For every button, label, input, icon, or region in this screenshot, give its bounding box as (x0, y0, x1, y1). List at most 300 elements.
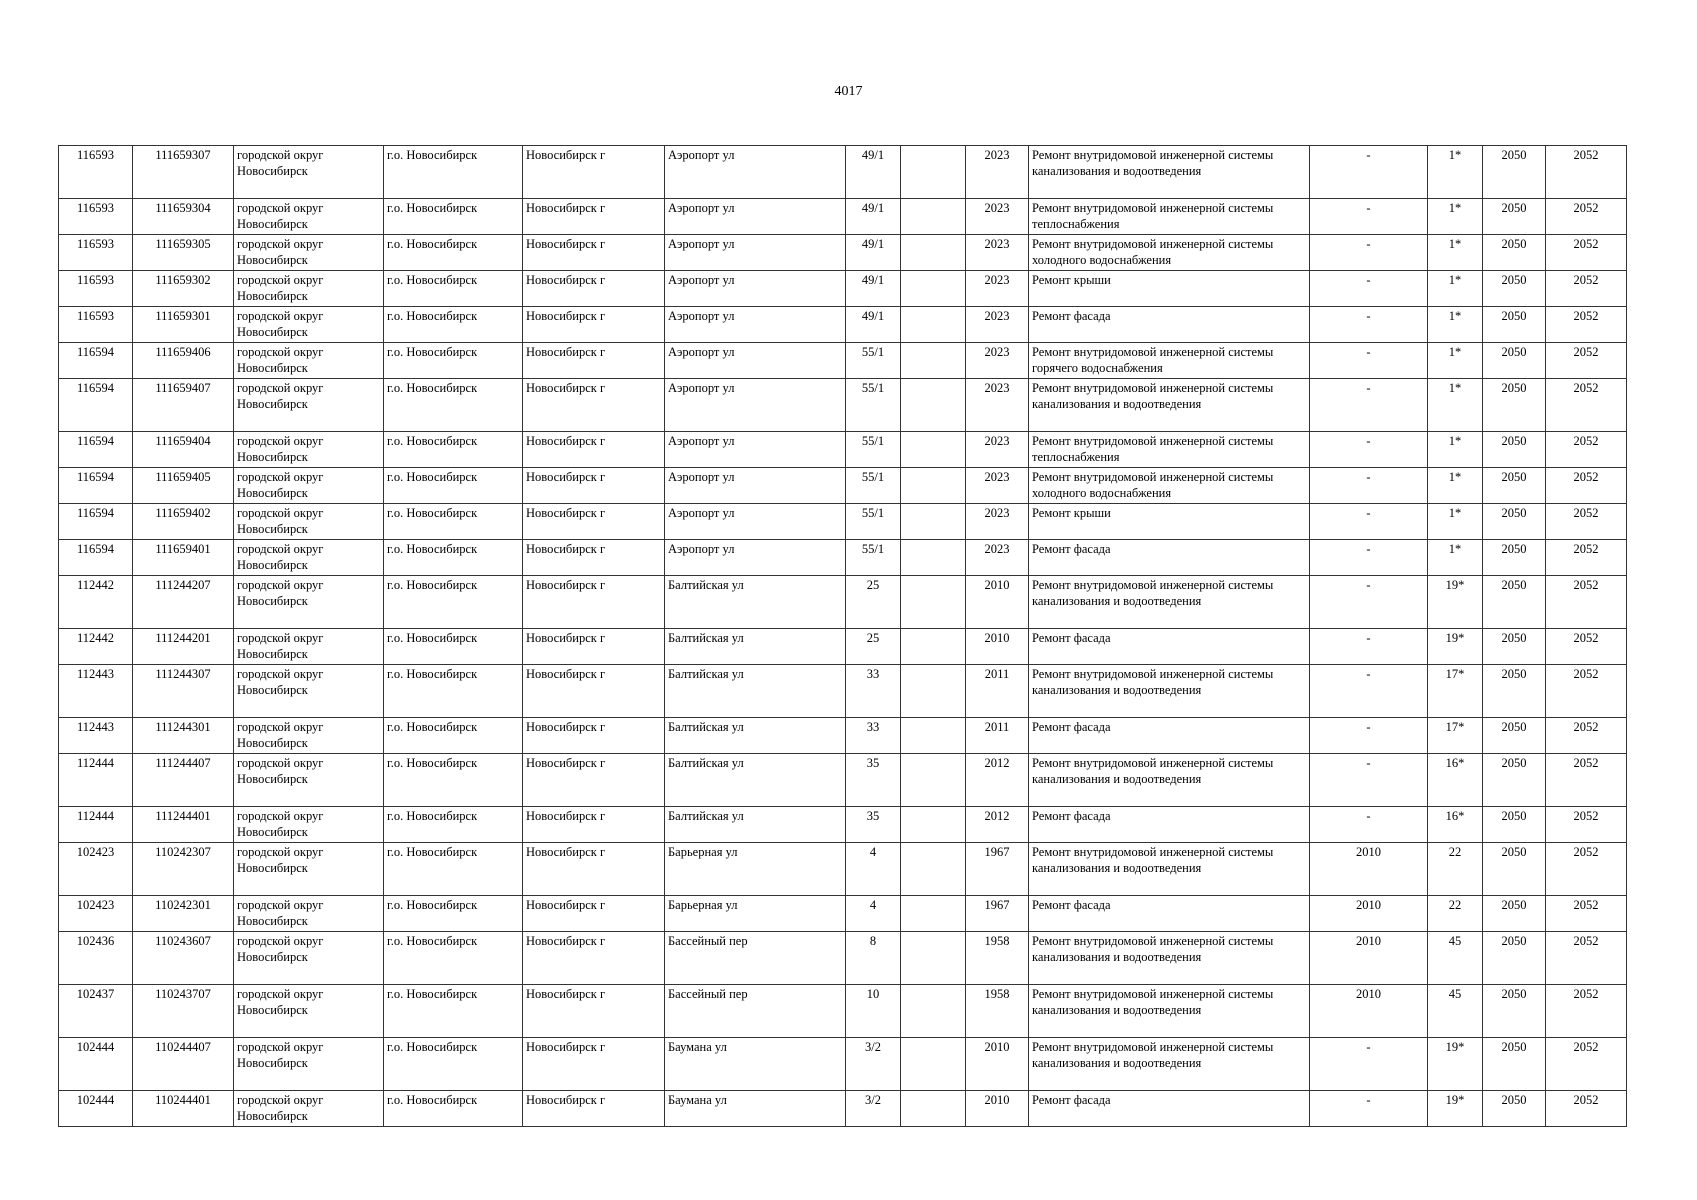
city-cell: Новосибирск г (523, 896, 665, 932)
planned-end-cell: 2052 (1546, 843, 1627, 896)
planned-end-cell: 2052 (1546, 235, 1627, 271)
city-cell: Новосибирск г (523, 1091, 665, 1127)
house-number-cell: 25 (846, 576, 901, 629)
building-cell (901, 235, 966, 271)
house-id-cell: 102444 (59, 1038, 133, 1091)
table-row (59, 807, 1627, 843)
work-code-cell: 110244401 (133, 1091, 234, 1127)
house-number-cell: 35 (846, 807, 901, 843)
wear-cell: 19* (1428, 1038, 1483, 1091)
planned-end-cell: 2052 (1546, 1038, 1627, 1091)
build-year-cell: 2023 (966, 432, 1029, 468)
planned-start-cell: 2050 (1483, 985, 1546, 1038)
house-number-cell: 49/1 (846, 199, 901, 235)
city-cell: Новосибирск г (523, 718, 665, 754)
house-number-cell: 49/1 (846, 235, 901, 271)
planned-end-cell: 2052 (1546, 468, 1627, 504)
build-year-cell: 2011 (966, 718, 1029, 754)
building-cell (901, 985, 966, 1038)
city-cell: Новосибирск г (523, 985, 665, 1038)
street-cell: Аэропорт ул (665, 271, 846, 307)
last-repair-year-cell: - (1310, 199, 1428, 235)
municipality-cell: г.о. Новосибирск (384, 896, 523, 932)
wear-cell: 16* (1428, 754, 1483, 807)
building-cell (901, 629, 966, 665)
planned-end-cell: 2052 (1546, 432, 1627, 468)
building-cell (901, 343, 966, 379)
build-year-cell: 1967 (966, 843, 1029, 896)
house-number-cell: 35 (846, 754, 901, 807)
table-body (59, 146, 1627, 1127)
build-year-cell: 2023 (966, 540, 1029, 576)
planned-start-cell: 2050 (1483, 665, 1546, 718)
planned-start-cell: 2050 (1483, 629, 1546, 665)
planned-start-cell: 2050 (1483, 199, 1546, 235)
work-code-cell: 111244207 (133, 576, 234, 629)
municipality-cell: г.о. Новосибирск (384, 754, 523, 807)
municipality-cell: г.о. Новосибирск (384, 307, 523, 343)
work-type-cell: Ремонт внутридомовой инженерной системы канализования и водоотведения (1029, 985, 1310, 1038)
building-cell (901, 843, 966, 896)
house-id-cell: 116593 (59, 271, 133, 307)
city-cell: Новосибирск г (523, 843, 665, 896)
build-year-cell: 2023 (966, 271, 1029, 307)
wear-cell: 17* (1428, 665, 1483, 718)
planned-end-cell: 2052 (1546, 718, 1627, 754)
table-row (59, 146, 1627, 199)
building-cell (901, 468, 966, 504)
house-id-cell: 116594 (59, 504, 133, 540)
work-type-cell: Ремонт внутридомовой инженерной системы теплоснабжения (1029, 432, 1310, 468)
building-cell (901, 307, 966, 343)
district-cell: городской округ Новосибирск (234, 146, 384, 199)
work-type-cell: Ремонт фасада (1029, 896, 1310, 932)
build-year-cell: 2023 (966, 235, 1029, 271)
municipality-cell: г.о. Новосибирск (384, 576, 523, 629)
house-id-cell: 116593 (59, 235, 133, 271)
last-repair-year-cell: - (1310, 540, 1428, 576)
planned-start-cell: 2050 (1483, 504, 1546, 540)
city-cell: Новосибирск г (523, 343, 665, 379)
house-number-cell: 49/1 (846, 146, 901, 199)
last-repair-year-cell: 2010 (1310, 985, 1428, 1038)
city-cell: Новосибирск г (523, 271, 665, 307)
city-cell: Новосибирск г (523, 379, 665, 432)
municipality-cell: г.о. Новосибирск (384, 468, 523, 504)
table-row (59, 468, 1627, 504)
district-cell: городской округ Новосибирск (234, 307, 384, 343)
work-type-cell: Ремонт внутридомовой инженерной системы горячего водоснабжения (1029, 343, 1310, 379)
building-cell (901, 199, 966, 235)
district-cell: городской округ Новосибирск (234, 896, 384, 932)
table-row (59, 1091, 1627, 1127)
street-cell: Аэропорт ул (665, 343, 846, 379)
work-type-cell: Ремонт внутридомовой инженерной системы канализования и водоотведения (1029, 576, 1310, 629)
wear-cell: 19* (1428, 576, 1483, 629)
table-row (59, 199, 1627, 235)
house-number-cell: 55/1 (846, 379, 901, 432)
last-repair-year-cell: - (1310, 432, 1428, 468)
house-number-cell: 55/1 (846, 468, 901, 504)
street-cell: Аэропорт ул (665, 432, 846, 468)
wear-cell: 22 (1428, 843, 1483, 896)
build-year-cell: 2023 (966, 146, 1029, 199)
wear-cell: 22 (1428, 896, 1483, 932)
capital-repair-table (58, 145, 1627, 1127)
house-number-cell: 4 (846, 896, 901, 932)
planned-end-cell: 2052 (1546, 271, 1627, 307)
street-cell: Балтийская ул (665, 665, 846, 718)
last-repair-year-cell: - (1310, 1091, 1428, 1127)
planned-start-cell: 2050 (1483, 754, 1546, 807)
house-id-cell: 102423 (59, 843, 133, 896)
municipality-cell: г.о. Новосибирск (384, 504, 523, 540)
street-cell: Аэропорт ул (665, 468, 846, 504)
planned-end-cell: 2052 (1546, 504, 1627, 540)
planned-end-cell: 2052 (1546, 985, 1627, 1038)
municipality-cell: г.о. Новосибирск (384, 932, 523, 985)
planned-end-cell: 2052 (1546, 343, 1627, 379)
street-cell: Аэропорт ул (665, 307, 846, 343)
table-row (59, 432, 1627, 468)
wear-cell: 19* (1428, 1091, 1483, 1127)
work-type-cell: Ремонт фасада (1029, 1091, 1310, 1127)
work-code-cell: 111659305 (133, 235, 234, 271)
municipality-cell: г.о. Новосибирск (384, 629, 523, 665)
table-row (59, 932, 1627, 985)
district-cell: городской округ Новосибирск (234, 576, 384, 629)
work-type-cell: Ремонт фасада (1029, 718, 1310, 754)
planned-end-cell: 2052 (1546, 199, 1627, 235)
district-cell: городской округ Новосибирск (234, 504, 384, 540)
municipality-cell: г.о. Новосибирск (384, 1038, 523, 1091)
planned-start-cell: 2050 (1483, 235, 1546, 271)
street-cell: Аэропорт ул (665, 199, 846, 235)
work-type-cell: Ремонт внутридомовой инженерной системы канализования и водоотведения (1029, 932, 1310, 985)
building-cell (901, 718, 966, 754)
house-number-cell: 33 (846, 665, 901, 718)
work-code-cell: 110242307 (133, 843, 234, 896)
wear-cell: 1* (1428, 146, 1483, 199)
build-year-cell: 2023 (966, 343, 1029, 379)
work-code-cell: 111659402 (133, 504, 234, 540)
work-code-cell: 111659304 (133, 199, 234, 235)
build-year-cell: 2012 (966, 754, 1029, 807)
building-cell (901, 665, 966, 718)
planned-end-cell: 2052 (1546, 576, 1627, 629)
table-row (59, 718, 1627, 754)
wear-cell: 1* (1428, 540, 1483, 576)
street-cell: Барьерная ул (665, 896, 846, 932)
last-repair-year-cell: - (1310, 718, 1428, 754)
planned-end-cell: 2052 (1546, 1091, 1627, 1127)
build-year-cell: 2023 (966, 379, 1029, 432)
city-cell: Новосибирск г (523, 932, 665, 985)
municipality-cell: г.о. Новосибирск (384, 985, 523, 1038)
planned-start-cell: 2050 (1483, 432, 1546, 468)
work-type-cell: Ремонт крыши (1029, 271, 1310, 307)
planned-start-cell: 2050 (1483, 379, 1546, 432)
build-year-cell: 2023 (966, 468, 1029, 504)
house-number-cell: 3/2 (846, 1091, 901, 1127)
build-year-cell: 2023 (966, 307, 1029, 343)
house-id-cell: 112444 (59, 807, 133, 843)
municipality-cell: г.о. Новосибирск (384, 540, 523, 576)
planned-end-cell: 2052 (1546, 932, 1627, 985)
wear-cell: 17* (1428, 718, 1483, 754)
build-year-cell: 2010 (966, 629, 1029, 665)
work-code-cell: 111659307 (133, 146, 234, 199)
work-type-cell: Ремонт внутридомовой инженерной системы теплоснабжения (1029, 199, 1310, 235)
wear-cell: 1* (1428, 235, 1483, 271)
planned-end-cell: 2052 (1546, 146, 1627, 199)
street-cell: Аэропорт ул (665, 504, 846, 540)
district-cell: городской округ Новосибирск (234, 271, 384, 307)
last-repair-year-cell: - (1310, 754, 1428, 807)
municipality-cell: г.о. Новосибирск (384, 432, 523, 468)
house-number-cell: 3/2 (846, 1038, 901, 1091)
table-row (59, 235, 1627, 271)
work-code-cell: 111659405 (133, 468, 234, 504)
street-cell: Баумана ул (665, 1091, 846, 1127)
district-cell: городской округ Новосибирск (234, 1091, 384, 1127)
work-code-cell: 111244301 (133, 718, 234, 754)
municipality-cell: г.о. Новосибирск (384, 235, 523, 271)
table-row (59, 896, 1627, 932)
planned-start-cell: 2050 (1483, 1038, 1546, 1091)
municipality-cell: г.о. Новосибирск (384, 146, 523, 199)
house-number-cell: 4 (846, 843, 901, 896)
last-repair-year-cell: - (1310, 343, 1428, 379)
district-cell: городской округ Новосибирск (234, 379, 384, 432)
city-cell: Новосибирск г (523, 504, 665, 540)
work-code-cell: 111659404 (133, 432, 234, 468)
street-cell: Балтийская ул (665, 807, 846, 843)
house-id-cell: 116594 (59, 432, 133, 468)
table-row (59, 843, 1627, 896)
planned-end-cell: 2052 (1546, 379, 1627, 432)
planned-start-cell: 2050 (1483, 932, 1546, 985)
district-cell: городской округ Новосибирск (234, 1038, 384, 1091)
last-repair-year-cell: - (1310, 665, 1428, 718)
house-id-cell: 112442 (59, 576, 133, 629)
district-cell: городской округ Новосибирск (234, 843, 384, 896)
table-row (59, 307, 1627, 343)
work-code-cell: 110243607 (133, 932, 234, 985)
house-number-cell: 55/1 (846, 343, 901, 379)
table-row (59, 504, 1627, 540)
house-id-cell: 116594 (59, 379, 133, 432)
work-type-cell: Ремонт фасада (1029, 629, 1310, 665)
house-id-cell: 116594 (59, 343, 133, 379)
planned-start-cell: 2050 (1483, 807, 1546, 843)
house-id-cell: 102437 (59, 985, 133, 1038)
work-code-cell: 110244407 (133, 1038, 234, 1091)
district-cell: городской округ Новосибирск (234, 343, 384, 379)
last-repair-year-cell: - (1310, 235, 1428, 271)
house-id-cell: 112444 (59, 754, 133, 807)
municipality-cell: г.о. Новосибирск (384, 271, 523, 307)
building-cell (901, 504, 966, 540)
municipality-cell: г.о. Новосибирск (384, 343, 523, 379)
building-cell (901, 896, 966, 932)
building-cell (901, 432, 966, 468)
last-repair-year-cell: 2010 (1310, 932, 1428, 985)
district-cell: городской округ Новосибирск (234, 932, 384, 985)
work-type-cell: Ремонт внутридомовой инженерной системы канализования и водоотведения (1029, 379, 1310, 432)
house-id-cell: 112442 (59, 629, 133, 665)
planned-start-cell: 2050 (1483, 540, 1546, 576)
work-type-cell: Ремонт фасада (1029, 807, 1310, 843)
building-cell (901, 146, 966, 199)
wear-cell: 1* (1428, 504, 1483, 540)
work-type-cell: Ремонт фасада (1029, 540, 1310, 576)
street-cell: Баумана ул (665, 1038, 846, 1091)
municipality-cell: г.о. Новосибирск (384, 807, 523, 843)
city-cell: Новосибирск г (523, 432, 665, 468)
work-code-cell: 111659302 (133, 271, 234, 307)
planned-start-cell: 2050 (1483, 343, 1546, 379)
house-id-cell: 112443 (59, 665, 133, 718)
building-cell (901, 754, 966, 807)
build-year-cell: 2023 (966, 199, 1029, 235)
last-repair-year-cell: - (1310, 307, 1428, 343)
street-cell: Бассейный пер (665, 932, 846, 985)
wear-cell: 1* (1428, 468, 1483, 504)
house-number-cell: 10 (846, 985, 901, 1038)
street-cell: Балтийская ул (665, 576, 846, 629)
planned-end-cell: 2052 (1546, 807, 1627, 843)
table-row (59, 629, 1627, 665)
last-repair-year-cell: - (1310, 807, 1428, 843)
house-id-cell: 116593 (59, 146, 133, 199)
last-repair-year-cell: - (1310, 1038, 1428, 1091)
table-row (59, 343, 1627, 379)
planned-end-cell: 2052 (1546, 896, 1627, 932)
building-cell (901, 1038, 966, 1091)
wear-cell: 1* (1428, 271, 1483, 307)
work-code-cell: 111659301 (133, 307, 234, 343)
street-cell: Барьерная ул (665, 843, 846, 896)
street-cell: Аэропорт ул (665, 540, 846, 576)
work-type-cell: Ремонт внутридомовой инженерной системы канализования и водоотведения (1029, 843, 1310, 896)
municipality-cell: г.о. Новосибирск (384, 843, 523, 896)
work-code-cell: 111659406 (133, 343, 234, 379)
municipality-cell: г.о. Новосибирск (384, 665, 523, 718)
city-cell: Новосибирск г (523, 235, 665, 271)
municipality-cell: г.о. Новосибирск (384, 718, 523, 754)
municipality-cell: г.о. Новосибирск (384, 379, 523, 432)
work-type-cell: Ремонт внутридомовой инженерной системы канализования и водоотведения (1029, 146, 1310, 199)
build-year-cell: 1958 (966, 932, 1029, 985)
planned-start-cell: 2050 (1483, 718, 1546, 754)
last-repair-year-cell: - (1310, 504, 1428, 540)
district-cell: городской округ Новосибирск (234, 718, 384, 754)
house-number-cell: 49/1 (846, 271, 901, 307)
district-cell: городской округ Новосибирск (234, 199, 384, 235)
city-cell: Новосибирск г (523, 307, 665, 343)
city-cell: Новосибирск г (523, 754, 665, 807)
wear-cell: 45 (1428, 985, 1483, 1038)
building-cell (901, 1091, 966, 1127)
house-number-cell: 55/1 (846, 540, 901, 576)
street-cell: Балтийская ул (665, 718, 846, 754)
house-number-cell: 25 (846, 629, 901, 665)
last-repair-year-cell: - (1310, 379, 1428, 432)
wear-cell: 1* (1428, 379, 1483, 432)
planned-start-cell: 2050 (1483, 843, 1546, 896)
last-repair-year-cell: - (1310, 629, 1428, 665)
planned-start-cell: 2050 (1483, 468, 1546, 504)
house-number-cell: 49/1 (846, 307, 901, 343)
work-type-cell: Ремонт внутридомовой инженерной системы канализования и водоотведения (1029, 1038, 1310, 1091)
city-cell: Новосибирск г (523, 576, 665, 629)
last-repair-year-cell: - (1310, 468, 1428, 504)
last-repair-year-cell: - (1310, 146, 1428, 199)
wear-cell: 16* (1428, 807, 1483, 843)
house-id-cell: 116594 (59, 540, 133, 576)
wear-cell: 19* (1428, 629, 1483, 665)
table-row (59, 540, 1627, 576)
build-year-cell: 1967 (966, 896, 1029, 932)
house-number-cell: 8 (846, 932, 901, 985)
building-cell (901, 807, 966, 843)
city-cell: Новосибирск г (523, 540, 665, 576)
district-cell: городской округ Новосибирск (234, 629, 384, 665)
municipality-cell: г.о. Новосибирск (384, 1091, 523, 1127)
build-year-cell: 2012 (966, 807, 1029, 843)
table-row (59, 576, 1627, 629)
work-code-cell: 110243707 (133, 985, 234, 1038)
planned-start-cell: 2050 (1483, 271, 1546, 307)
wear-cell: 1* (1428, 432, 1483, 468)
work-code-cell: 111659401 (133, 540, 234, 576)
house-id-cell: 102444 (59, 1091, 133, 1127)
work-type-cell: Ремонт внутридомовой инженерной системы канализования и водоотведения (1029, 665, 1310, 718)
city-cell: Новосибирск г (523, 665, 665, 718)
street-cell: Балтийская ул (665, 754, 846, 807)
table-row (59, 754, 1627, 807)
city-cell: Новосибирск г (523, 1038, 665, 1091)
last-repair-year-cell: 2010 (1310, 896, 1428, 932)
house-id-cell: 116593 (59, 199, 133, 235)
build-year-cell: 2010 (966, 576, 1029, 629)
district-cell: городской округ Новосибирск (234, 468, 384, 504)
work-type-cell: Ремонт крыши (1029, 504, 1310, 540)
planned-start-cell: 2050 (1483, 146, 1546, 199)
house-id-cell: 112443 (59, 718, 133, 754)
planned-start-cell: 2050 (1483, 896, 1546, 932)
table-row (59, 379, 1627, 432)
planned-end-cell: 2052 (1546, 754, 1627, 807)
work-type-cell: Ремонт внутридомовой инженерной системы холодного водоснабжения (1029, 468, 1310, 504)
district-cell: городской округ Новосибирск (234, 807, 384, 843)
last-repair-year-cell: - (1310, 576, 1428, 629)
build-year-cell: 2011 (966, 665, 1029, 718)
planned-end-cell: 2052 (1546, 307, 1627, 343)
table-row (59, 1038, 1627, 1091)
work-code-cell: 111244201 (133, 629, 234, 665)
page-number: 4017 (834, 84, 863, 99)
city-cell: Новосибирск г (523, 146, 665, 199)
street-cell: Бассейный пер (665, 985, 846, 1038)
work-type-cell: Ремонт внутридомовой инженерной системы холодного водоснабжения (1029, 235, 1310, 271)
wear-cell: 1* (1428, 343, 1483, 379)
planned-end-cell: 2052 (1546, 540, 1627, 576)
district-cell: городской округ Новосибирск (234, 235, 384, 271)
build-year-cell: 2023 (966, 504, 1029, 540)
work-type-cell: Ремонт фасада (1029, 307, 1310, 343)
